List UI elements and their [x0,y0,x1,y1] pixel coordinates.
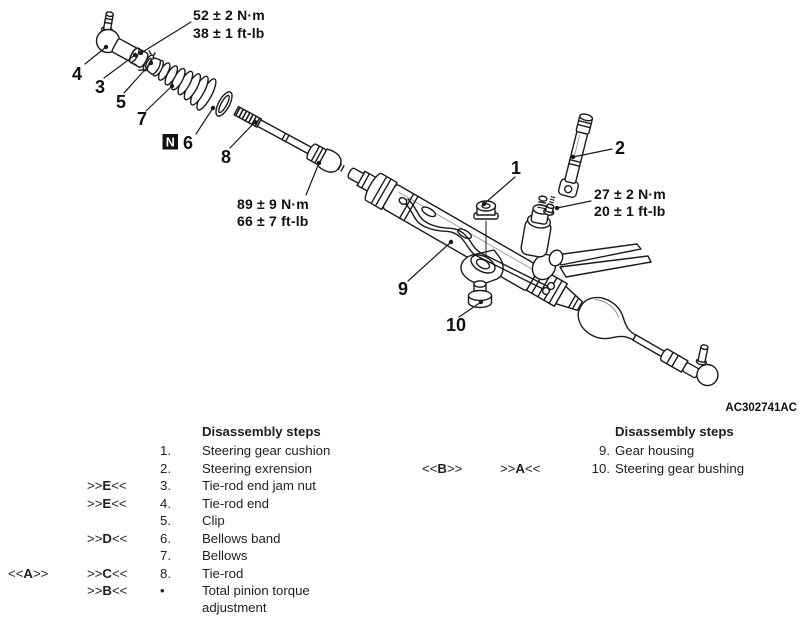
row-number: 6. [160,530,171,546]
torque-jam-nut-imperial: 38 ± 1 ft-lb [193,25,265,41]
right-bellows-drawing [571,290,644,354]
row-number: 5. [160,513,171,528]
legend-row [0,443,809,460]
legend-left-title: Disassembly steps [202,424,321,439]
torque-tie-rod-metric: 89 ± 9 N·m [237,196,309,212]
legend-row [0,461,809,478]
install-marker: >>A<< [500,460,541,476]
row-number: 1. [160,443,171,458]
tie-rod-drawing [231,101,349,178]
legend-row [0,548,809,565]
torque-jam-nut-metric: 52 ± 2 N·m [193,7,265,23]
n-marker-letter: N [165,135,175,150]
install-marker: >>C<< [87,565,128,581]
row-text: Steering gear cushion [202,443,331,458]
row-text: Tie-rod end jam nut [202,478,316,493]
callout-8: 8 [221,147,232,167]
callout-2: 2 [615,138,626,158]
row-text: Gear housing [615,443,695,458]
callout-3: 3 [95,77,106,97]
row-number: 2. [160,460,171,476]
callout-10: 10 [446,315,467,335]
callout-5: 5 [116,92,127,112]
removal-marker: <<A>> [8,565,49,581]
row-number: 9. [599,443,610,458]
right-tie-rod-end-stud [696,344,710,366]
row-text: Steering gear bushing [615,460,745,476]
callout-7: 7 [137,109,148,129]
callout-6: 6 [183,133,194,153]
row-text: Total pinion torque adjustment [202,583,310,615]
callout-4: 4 [72,64,83,84]
removal-marker: <<B>> [422,460,463,476]
row-text: Tie-rod end [202,495,269,511]
row-number: 8. [160,565,171,581]
install-marker: >>B<< [87,583,128,598]
row-number: 4. [160,495,171,511]
legend-row [0,566,809,583]
install-marker: >>D<< [87,530,128,546]
install-marker: >>E<< [87,478,127,493]
legend-row [0,583,809,617]
row-number: 10. [591,460,610,476]
legend-right-title: Disassembly steps [615,424,734,439]
right-tie-rod-drawing [631,325,722,389]
row-number: 3. [160,478,171,493]
callout-1: 1 [511,158,522,178]
bellows-band-drawing [213,90,235,119]
torque-bolt-metric: 27 ± 2 N·m [594,186,666,202]
torque-bolt-imperial: 20 ± 1 ft-lb [594,203,666,219]
row-text: Bellows band [202,530,281,546]
row-text: Clip [202,513,225,528]
legend-row [0,531,809,548]
steering-extension-drawing [558,112,596,198]
install-marker: >>E<< [87,495,127,511]
torque-tie-rod-imperial: 66 ± 7 ft-lb [237,213,309,229]
callout-9: 9 [398,279,409,299]
legend-row [0,513,809,530]
row-number: 7. [160,548,171,563]
legend-row [0,478,809,495]
figure-code: AC302741AC [725,402,797,414]
row-bullet: • [160,583,165,598]
row-text: Tie-rod [202,565,244,581]
legend [0,423,809,632]
non-reusable-part-icon [163,134,179,150]
row-text: Steering exrension [202,460,312,476]
row-text: Bellows [202,548,248,563]
legend-row [0,496,809,513]
bracket-wings-drawing [556,244,651,277]
